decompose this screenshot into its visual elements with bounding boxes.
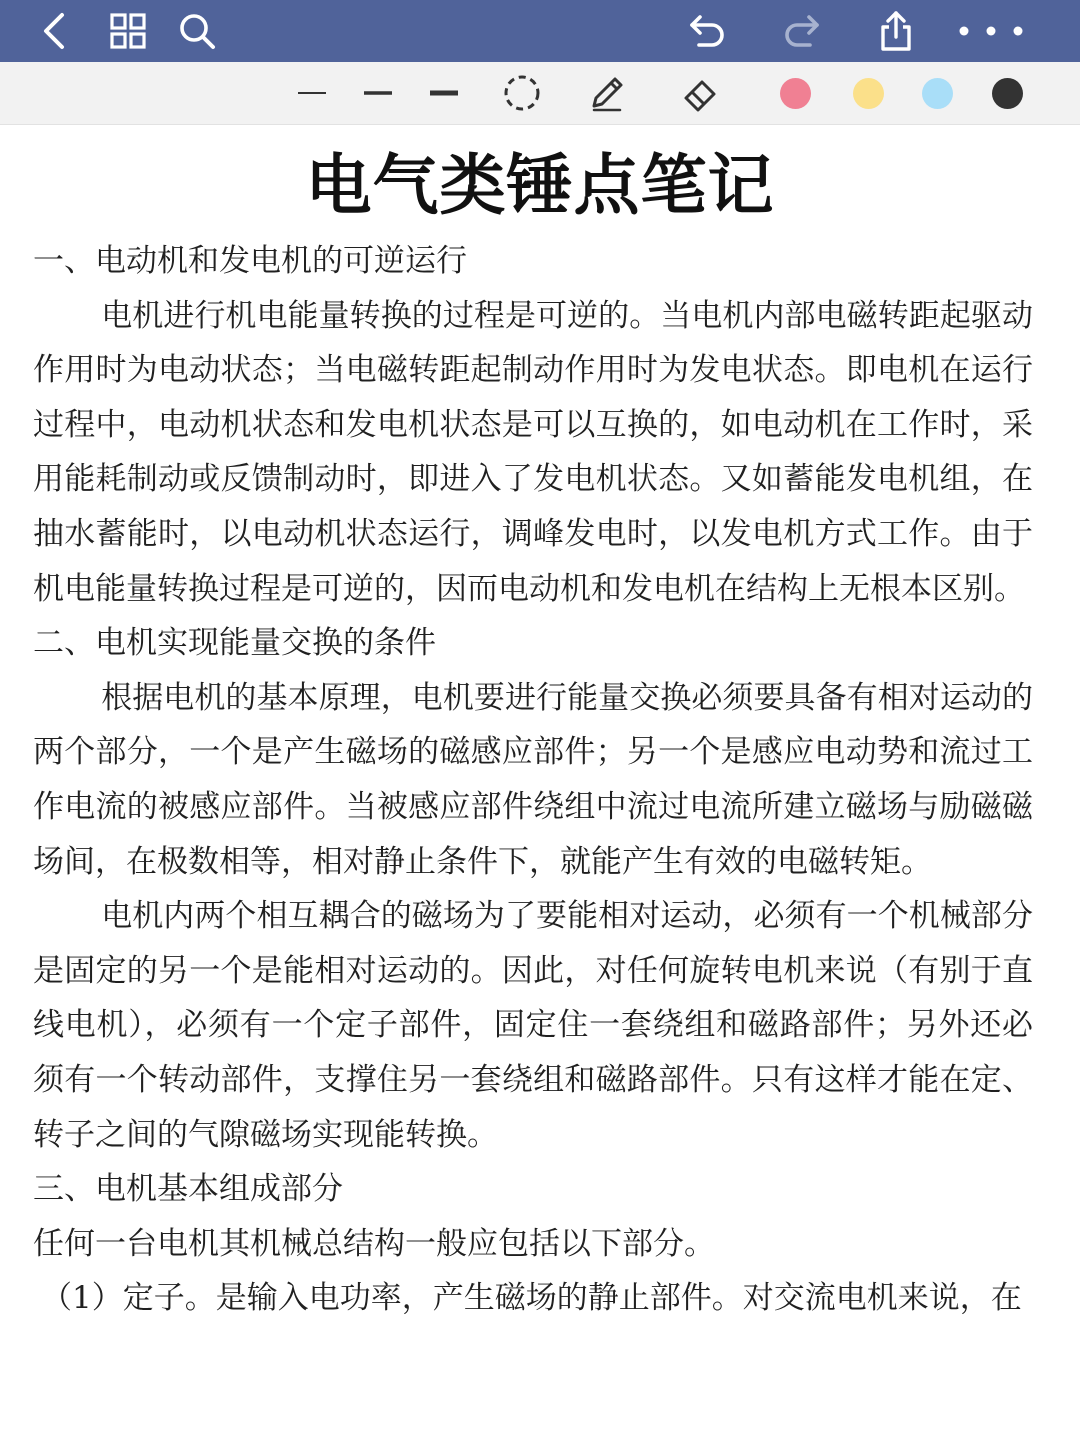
redo-button[interactable] [770, 0, 832, 62]
undo-icon [687, 11, 729, 51]
section-heading: 一、电动机和发电机的可逆运行 [33, 243, 467, 279]
back-icon [38, 11, 72, 51]
share-icon [876, 9, 916, 53]
share-button[interactable] [865, 0, 927, 62]
pencil-icon [586, 72, 628, 114]
search-button[interactable] [166, 0, 228, 62]
color-pink-swatch[interactable] [780, 78, 811, 109]
medium-line-button[interactable] [360, 62, 396, 124]
paragraph: 电机内两个相互耦合的磁场为了要能相对运动，必须有一个机械部分是固定的另一个是能相对运动的。因此，对任何旋转电机来说（有别于直线电机），必须有一个定子部件，固定住一套绕组和磁路部件；另外还必须有一个转动部件，支撑住另一套绕组和磁路部件。只有这样才能在定、转子之间的气隙磁场实现能转换。 [33, 898, 1033, 1153]
grid-icon [108, 11, 148, 51]
thick-line-icon [428, 88, 460, 98]
color-blue-swatch[interactable] [922, 78, 953, 109]
paragraph: 根据电机的基本原理，电机要进行能量交换必须要具备有相对运动的两个部分，一个是产生磁场的磁感应部件；另一个是感应电动势和流过工作电流的被感应部件。当被感应部件绕组中流过电流所建立磁场与励磁磁场间，在极数相等，相对静止条件下，就能产生有效的电磁转矩。 [33, 679, 1033, 880]
pencil-button[interactable] [584, 62, 630, 124]
document-page[interactable] [0, 125, 1080, 1443]
color-black-swatch[interactable] [992, 78, 1023, 109]
color-yellow-swatch[interactable] [853, 78, 884, 109]
top-nav-bar [0, 0, 1080, 62]
undo-button[interactable] [677, 0, 739, 62]
lasso-icon [502, 73, 542, 113]
thin-line-button[interactable] [294, 62, 330, 124]
redo-icon [780, 11, 822, 51]
medium-line-icon [362, 88, 394, 98]
document-body [33, 234, 1033, 1326]
paragraph: 任何一台电机其机械总结构一般应包括以下部分。 [33, 1225, 715, 1262]
search-icon [177, 11, 217, 51]
thin-line-icon [296, 88, 328, 98]
thick-line-button[interactable] [426, 62, 462, 124]
section-heading: 二、电机实现能量交换的条件 [33, 625, 436, 662]
eraser-button[interactable] [678, 62, 724, 124]
more-icon [956, 21, 1026, 41]
more-button[interactable] [955, 0, 1027, 62]
eraser-icon [680, 72, 722, 114]
list-item: （1）定子。是输入电功率，产生磁场的静止部件。对交流电机来说，在 [41, 1280, 1022, 1317]
back-button[interactable] [24, 0, 86, 62]
paragraph: 电机进行机电能量转换的过程是可逆的。当电机内部电磁转距起驱动作用时为电动状态；当电磁转距起制动作用时为发电状态。即电机在运行过程中，电动机状态和发电机状态是可以互换的，如电动机在工作时，采用能耗制动或反馈制动时，即进入了发电机状态。又如蓄能发电机组，在抽水蓄能时，以电动机状态运行，调峰发电时，以发电机方式工作。由于机电能量转换过程是可逆的，因而电动机和发电机在结构上无根本区别。 [33, 297, 1033, 607]
grid-view-button[interactable] [97, 0, 159, 62]
lasso-button[interactable] [500, 62, 544, 124]
document-title: 电气类锤点笔记 [305, 146, 775, 224]
section-heading: 三、电机基本组成部分 [33, 1171, 343, 1208]
pen-toolbar [0, 62, 1080, 125]
